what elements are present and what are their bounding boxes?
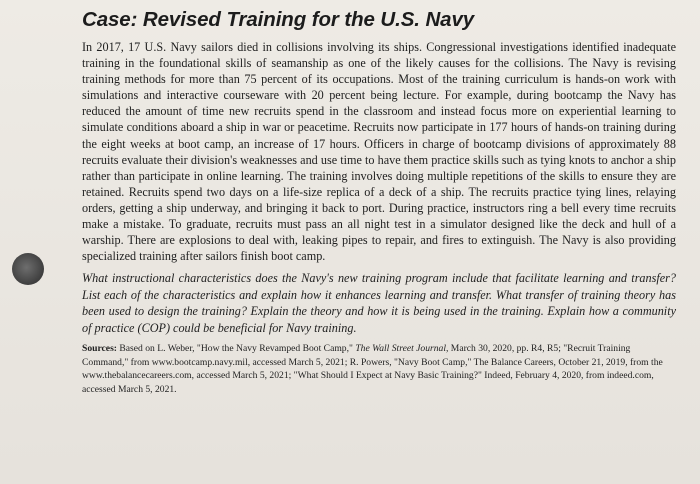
sources-part1: Based on L. Weber, "How the Navy Revamped Boot Camp," [117, 342, 356, 354]
case-question: What instructional characteristics does the Navy's new training program include that facilitate learning and transfer? List each of the characteristics and explain how it enhances learning and transfer. What transfer of training theory has been used to design the training? Explain the theory and how it is being used in the training. Explain how a community of practice (COP) could be beneficial for Navy training. [82, 271, 676, 335]
case-body: In 2017, 17 U.S. Navy sailors died in collisions involving its ships. Congressional investigations identified inadequate training in the foundational skills of seamanship as one of the likely causes for the collisions. The Navy is revising training methods for more than 75 percent of its occupations. Most of the training curriculum is hands-on work with simulations and interactive courseware with 20 percent being lecture. For example, during bootcamp the Navy has reduced the amount of time new recruits spend in the classroom and instead focus more on experiential learning to simulate conditions aboard a ship in war or peacetime. Recruits now participate in 177 hours of hands-on training during the eight weeks at boot camp, an increase of 17 hours. Officers in charge of bootcamp divisions of approximately 88 recruits evaluate their division's weaknesses and use time to have them practice skills such as tying knots to anchor a ship rather than participate in online learning. The training involves doing multiple repetitions of the skills to ensure they are retained. Recruits spend two days on a life-size replica of a deck of a ship. The recruits practice tying lines, relaying orders, getting a ship underway, and bringing it back to port. During practice, instructors ring a bell every time recruits make a mistake. To graduate, recruits must pass an all night test in a simulator designed like the deck and hull of a warship. There are explosions to deal with, leaking pipes to repair, and fires to extinguish. The Navy is also providing specialized training after sailors finish boot camp. [82, 40, 676, 264]
sources-journal: The Wall Street Journal, [355, 342, 449, 354]
sources-part2: March 30, 2020, pp. R4, R5; "Recruit Training Command," from www.bootcamp.navy.mil, accessed March 5, 2021; R. Powers, "Navy Boot Camp," The Balance Careers, October 21, 2019, from the www.thebalancecareers.com, accessed March 5, 2021; "What Should I Expect at Navy Basic Training?" Indeed, February 4, 2020, from indeed.com, accessed March 5, 2021. [82, 342, 663, 395]
case-title: Case: Revised Training for the U.S. Navy [82, 8, 475, 31]
sources-label: Sources: [82, 342, 117, 354]
binder-hole [12, 253, 44, 285]
case-content [82, 8, 676, 396]
case-sources [82, 342, 676, 396]
